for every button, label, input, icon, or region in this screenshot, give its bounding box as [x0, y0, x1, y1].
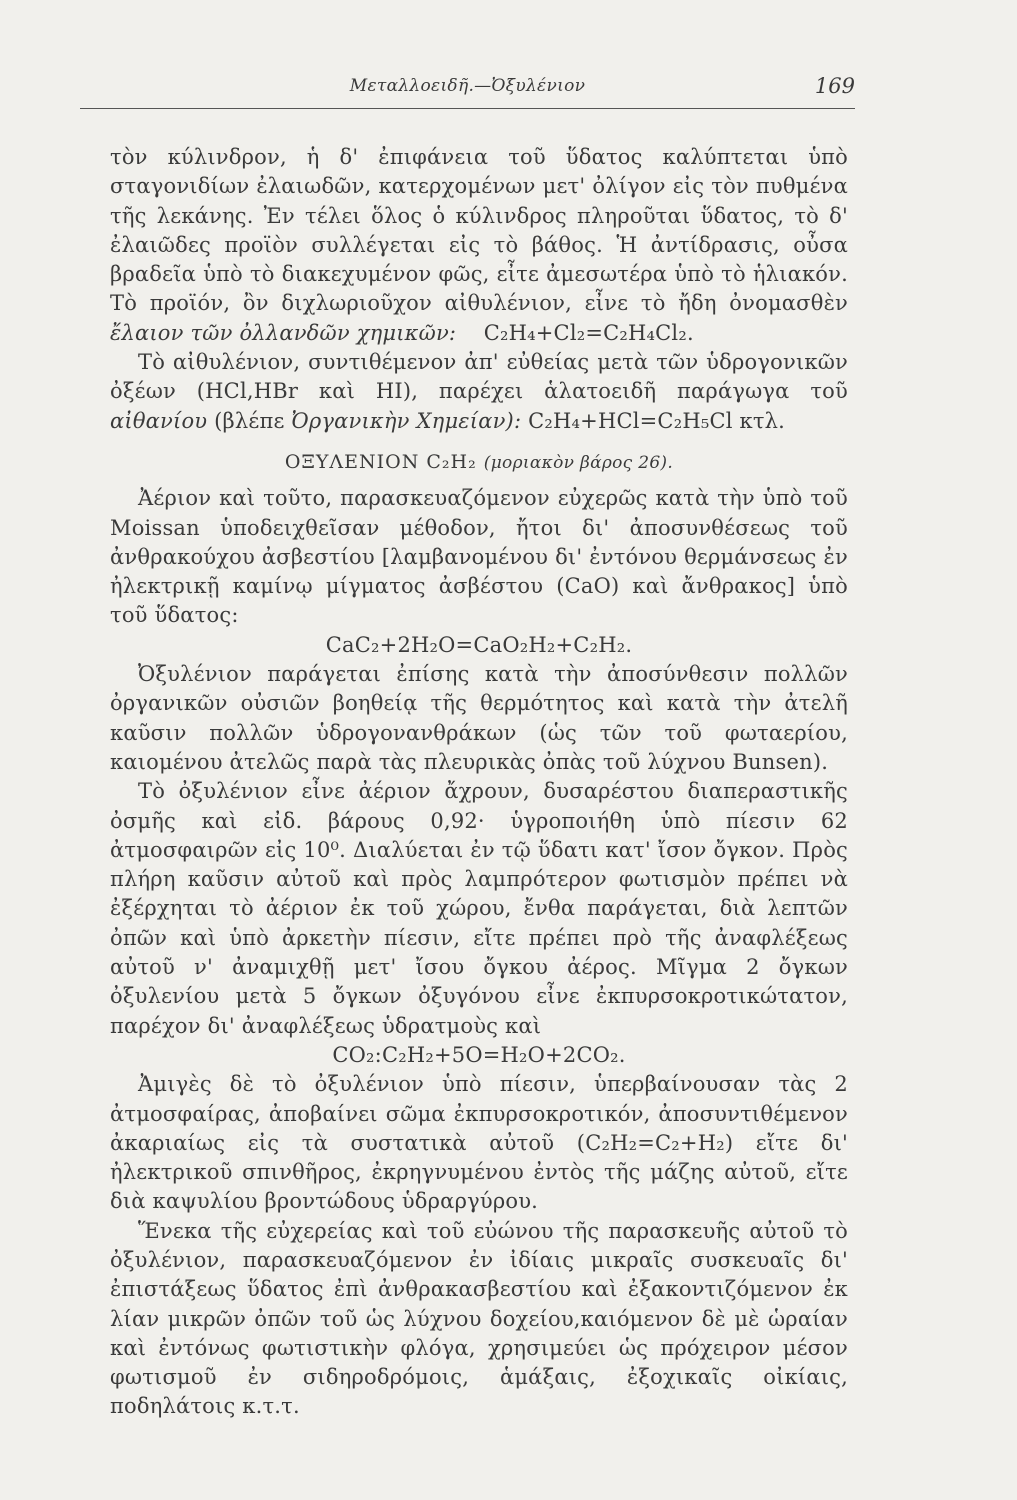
paragraph-6: [110, 1070, 848, 1216]
molecular-weight: (μοριακὸν βάρος 26).: [483, 452, 674, 473]
paragraph-3-text: Ἀέριον καὶ τοῦτο, παρασκευαζόμενον εὐχερῶς κατὰ τὴν ὑπὸ τοῦ Moissan ὑποδειχθεῖσαν μέθοδον, ἤτοι δι' ἀποσυνθέσεως τοῦ ἀνθρακούχου ἀσβεστίου [λαμβανομένου δι' ἐντόνου θερμάνσεως ἐν ἠλεκτρικῇ καμίνῳ μίγματος ἀσβέστου (CaO) καὶ ἄνθρακος] ὑπὸ τοῦ ὕδατος:: [110, 486, 848, 628]
equation-2: C₂H₄+HCl=C₂H₅Cl κτλ.: [528, 408, 786, 433]
paragraph-1-italic-term: ἔλαιον τῶν ὀλλανδῶν χημικῶν:: [110, 320, 457, 345]
page-header: [80, 72, 855, 109]
paragraph-1-text: τὸν κύλινδρον, ἡ δ' ἐπιφάνεια τοῦ ὕδατος καλύπτεται ὑπὸ σταγονιδίων ἐλαιωδῶν, κατερχομένων μετ' ὀλίγον εἰς τὸν πυθμένα τῆς λεκάνης. Ἐν τέλει ὅλος ὁ κύλινδρος πληροῦται ὕδατος, τὸ δ' ἐλαιῶδες προϊὸν συλλέγεται εἰς τὸ βάθος. Ἡ ἀντίδρασις, οὖσα βραδεῖα ὑπὸ τὸ διακεχυμένον φῶς, εἶτε ἀμεσωτέρα ὑπὸ τὸ ἡλιακόν. Τὸ προϊόν, ὂν διχλωριοῦχον αἰθυλένιον, εἶνε τὸ ἤδη ὀνομασθὲν: [110, 145, 848, 316]
paragraph-1: [110, 143, 848, 348]
running-head: Μεταλλοειδῆ.—Ὀξυλένιον: [349, 76, 586, 96]
equation-1: C₂H₄+Cl₂=C₂H₄Cl₂.: [483, 320, 694, 345]
equation-4: CO₂:C₂H₂+5O=H₂O+2CO₂.: [332, 1042, 626, 1067]
paragraph-2: [110, 348, 848, 436]
paragraph-2-text-b: (βλέπε: [214, 408, 285, 433]
equation-3: CaC₂+2H₂O=CaO₂H₂+C₂H₂.: [325, 632, 633, 657]
paragraph-5-text: Τὸ ὀξυλένιον εἶνε ἀέριον ἄχρουν, δυσαρέστου διαπεραστικῆς ὀσμῆς καὶ εἰδ. βάρους 0,92· ὑγροποιήθη ὑπὸ πίεσιν 62 ἀτμοσφαιρῶν εἰς 10⁰. Διαλύεται ἐν τῷ ὕδατι κατ' ἴσον ὄγκον. Πρὸς πλήρη καῦσιν αὐτοῦ καὶ πρὸς λαμπρότερον φωτισμὸν πρέπει νὰ ἐξέρχηται τὸ ἀέριον ἐκ τοῦ χώρου, ἔνθα παράγεται, διὰ λεπτῶν ὀπῶν καὶ ὑπὸ ἀρκετὴν πίεσιν, εἴτε πρέπει πρὸ τῆς ἀναφλέξεως αὐτοῦ ν' ἀναμιχθῇ μετ' ἴσου ὄγκου ἀέρος. Μῖγμα 2 ὄγκων ὀξυλενίου μετὰ 5 ὄγκων ὀξυγόνου εἶνε ἐκπυρσοκροτικώτατον, παρέχον δι' ἀναφλέξεως ὑδρατμοὺς καὶ: [110, 779, 848, 1038]
paragraph-2-italic-ref: Ὀργανικὴν Χημείαν):: [291, 408, 522, 433]
paragraph-2-text: Τὸ αἰθυλένιον, συντιθέμενον ἀπ' εὐθείας μετὰ τῶν ὑδρογονικῶν ὀξέων (HCl,HBr καὶ HI), παρέχει ἁλατοειδῆ παράγωγα τοῦ: [110, 350, 848, 404]
paragraph-4-text: Ὀξυλένιον παράγεται ἐπίσης κατὰ τὴν ἀποσύνθεσιν πολλῶν ὀργανικῶν οὐσιῶν βοηθείᾳ τῆς θερμότητος καὶ κατὰ τὴν ἀτελῆ καῦσιν πολλῶν ὑδρογονανθράκων (ὡς τῶν τοῦ φωταερίου, καιομένου ἀτελῶς παρὰ τὰς πλευρικὰς ὀπὰς τοῦ λύχνου Bunsen).: [110, 662, 848, 774]
page-number: 169: [814, 74, 855, 98]
section-heading: [110, 448, 848, 478]
paragraph-3: [110, 484, 848, 630]
section-title: ΟΞΥΛΕΝΙΟΝ C₂H₂: [284, 450, 477, 473]
paragraph-2-italic-term: αἰθανίου: [110, 408, 208, 433]
paragraph-5: [110, 777, 848, 1041]
paragraph-4: [110, 660, 848, 777]
paragraph-6-text: Ἀμιγὲς δὲ τὸ ὀξυλένιον ὑπὸ πίεσιν, ὑπερβαίνουσαν τὰς 2 ἀτμοσφαίρας, ἀποβαίνει σῶμα ἐκπυρσοκροτικόν, ἀποσυντιθέμενον ἀκαριαίως εἰς τὰ συστατικὰ αὐτοῦ (C₂H₂=C₂+H₂) εἴτε δι' ἠλεκτρικοῦ σπινθῆρος, ἐκρηγνυμένου ἐντὸς τῆς μάζης αὐτοῦ, εἴτε διὰ καψυλίου βροντώδους ὑδραργύρου.: [110, 1072, 848, 1214]
paragraph-7-text: Ἕνεκα τῆς εὐχερείας καὶ τοῦ εὐώνου τῆς παρασκευῆς αὐτοῦ τὸ ὀξυλένιον, παρασκευαζόμενον ἐν ἰδίαις μικραῖς συσκευαῖς δι' ἐπιστάξεως ὕδατος ἐπὶ ἀνθρακασβεστίου καὶ ἐξακοντιζόμενον ἐκ λίαν μικρῶν ὀπῶν τοῦ ὡς λύχνου δοχείου,καιόμενον δὲ μὲ ὡραίαν καὶ ἐντόνως φωτιστικὴν φλόγα, χρησιμεύει ὡς πρόχειρον μέσον φωτισμοῦ ἐν σιδηροδρόμοις, ἁμάξαις, ἐξοχικαῖς οἰκίαις, ποδηλάτοις κ.τ.τ.: [110, 1218, 848, 1419]
paragraph-7: [110, 1217, 848, 1422]
page-body: [110, 143, 848, 1422]
